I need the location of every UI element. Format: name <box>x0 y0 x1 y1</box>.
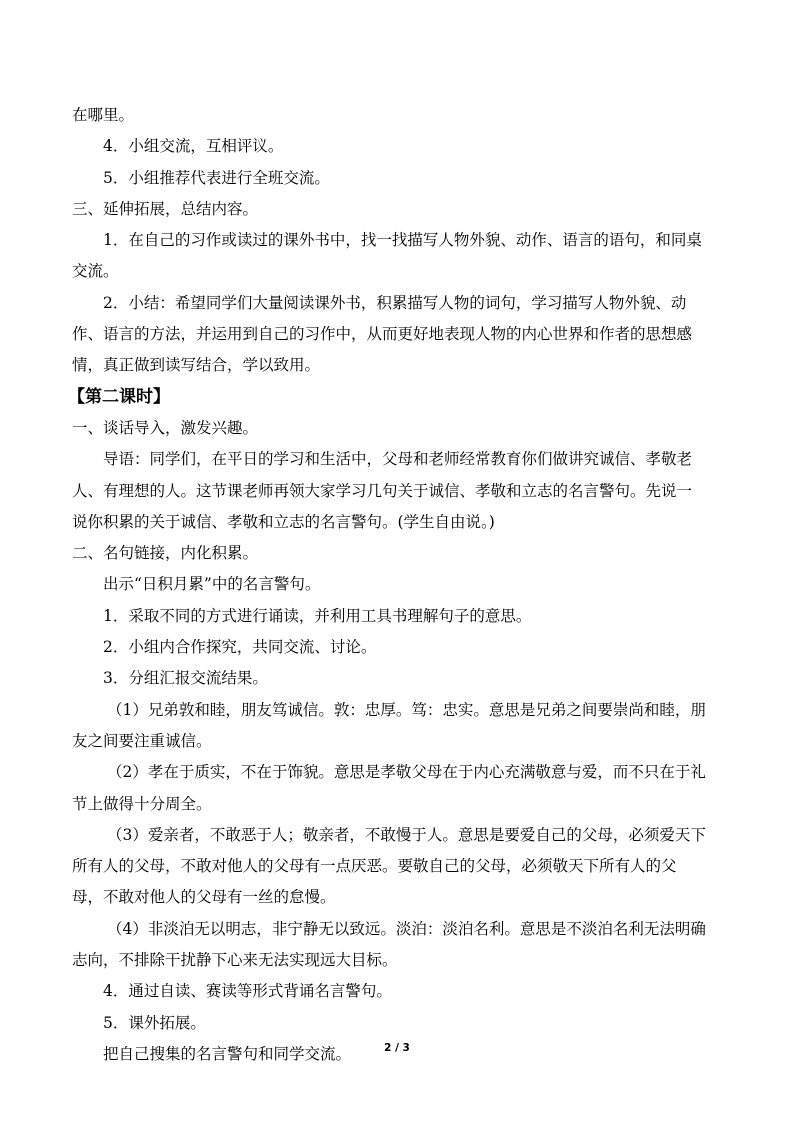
section-heading: 三、延伸拓展，总结内容。 <box>72 199 259 218</box>
text-line: 所有人的父母，不敢对他人的父母有一点厌恶。要敬自己的父母，必须敬天下所有人的父 <box>72 857 677 876</box>
text-line: 把自己搜集的名言警句和同学交流。 <box>103 1044 352 1063</box>
text-line: （3）爱亲者，不敢恶于人；敬亲者，不敢慢于人。意思是要爱自己的父母，必须爱天下 <box>107 825 706 844</box>
text-line: 在哪里。 <box>72 106 135 124</box>
text-line: 人、有理想的人。这节课老师再领大家学习几句关于诚信、孝敬和立志的名言警句。先说一 <box>72 481 693 500</box>
section-heading: 二、名句链接，内化积累。 <box>72 544 259 563</box>
text-line: 情，真正做到读写结合，学以致用。 <box>72 356 321 375</box>
text-line: 5．小组推荐代表进行全班交流。 <box>103 168 330 187</box>
text-line: 4．通过自读、赛读等形式背诵名言警句。 <box>103 982 392 1001</box>
text-line: 2．小结：希望同学们大量阅读课外书，积累描写人物的词句，学习描写人物外貌、动 <box>103 293 687 312</box>
text-line: 2．小组内合作探究，共同交流、讨论。 <box>103 638 377 657</box>
text-line: 1．在自己的习作或读过的课外书中，找一找描写人物外貌、动作、语言的语句，和同桌 <box>103 231 702 250</box>
page-number: 2 / 3 <box>384 1042 410 1054</box>
text-line: 4．小组交流，互相评议。 <box>103 137 284 156</box>
text-line: （1）兄弟敦和睦，朋友笃诚信。敦：忠厚。笃：忠实。意思是兄弟之间要崇尚和睦，朋 <box>107 700 706 719</box>
text-line: 作、语言的方法，并运用到自己的习作中，从而更好地表现人物的内心世界和作者的思想感 <box>72 325 693 344</box>
text-line: 5．课外拓展。 <box>103 1013 206 1032</box>
text-line: 3．分组汇报交流结果。 <box>103 669 268 688</box>
text-line: （4）非淡泊无以明志，非宁静无以致远。淡泊：淡泊名利。意思是不淡泊名利无法明确 <box>107 919 706 938</box>
section-heading: 一、谈话导入，激发兴趣。 <box>72 418 259 437</box>
text-line: 导语：同学们，在平日的学习和生活中，父母和老师经常教育你们做讲究诚信、孝敬老 <box>103 450 693 469</box>
text-line: 交流。 <box>72 262 119 281</box>
text-line: 说你积累的关于诚信、孝敬和立志的名言警句。(学生自由说。) <box>72 512 495 531</box>
text-line: 母，不敢对他人的父母有一丝的怠慢。 <box>72 888 336 907</box>
text-line: 节上做得十分周全。 <box>72 794 212 813</box>
document-body <box>68 100 722 1070</box>
text-line: 友之间要注重诚信。 <box>72 731 212 750</box>
text-line: 志向，不排除干扰静下心来无法实现远大目标。 <box>72 951 398 970</box>
lesson-heading: 【第二课时】 <box>68 386 170 407</box>
text-line: 1．采取不同的方式进行诵读，并利用工具书理解句子的意思。 <box>103 606 532 625</box>
text-line: 出示“日积月累”中的名言警句。 <box>103 575 321 594</box>
text-line: （2）孝在于质实，不在于饰貌。意思是孝敬父母在于内心充满敬意与爱，而不只在于礼 <box>107 763 706 782</box>
